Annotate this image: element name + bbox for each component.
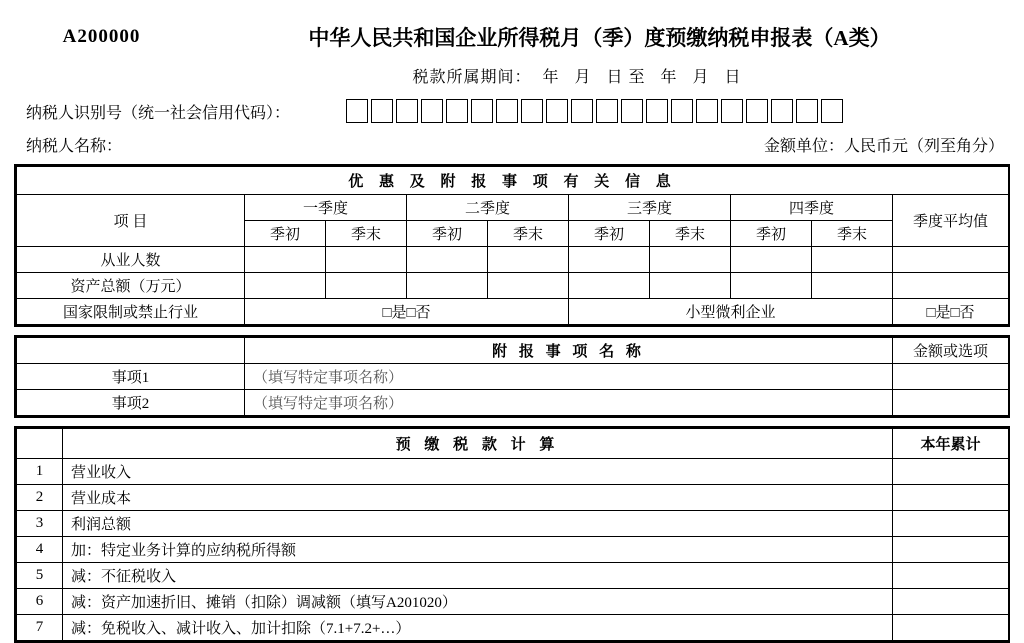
row-number: 3 [17, 511, 63, 537]
attach-items-header: 附 报 事 项 名 称 [245, 338, 893, 364]
row-label-operating-income: 营业收入 [63, 459, 893, 485]
section2-title: 预 缴 税 款 计 算 [63, 429, 893, 459]
id-box[interactable] [496, 99, 518, 123]
attach-item-2-input[interactable]: （填写特定事项名称） [245, 390, 893, 416]
id-box[interactable] [546, 99, 568, 123]
table-row [17, 429, 1009, 459]
taxpayer-id-label: 纳税人识别号（统一社会信用代码）： [26, 104, 291, 122]
id-box[interactable] [671, 99, 693, 123]
cell-employees-q3-start[interactable] [569, 247, 650, 273]
cell-assets-q1-start[interactable] [245, 273, 326, 299]
cell-total-profit-amount[interactable] [893, 511, 1009, 537]
row-label-non-taxable-income: 减：不征税收入 [63, 563, 893, 589]
row-label-total-profit: 利润总额 [63, 511, 893, 537]
title-block [189, 22, 1010, 87]
quarter-header-4: 四季度 [731, 195, 893, 221]
id-box[interactable] [346, 99, 368, 123]
quarter-2-start-header: 季初 [407, 221, 488, 247]
tax-period-line [189, 64, 1010, 87]
id-box[interactable] [371, 99, 393, 123]
cell-employees-q4-end[interactable] [812, 247, 893, 273]
id-box[interactable] [721, 99, 743, 123]
quarter-header-1: 一季度 [245, 195, 407, 221]
cell-specific-business-income-amount[interactable] [893, 537, 1009, 563]
attached-items-table [16, 337, 1009, 416]
cell-non-taxable-income-amount[interactable] [893, 563, 1009, 589]
section2-amount-header: 本年累计 [893, 429, 1009, 459]
cell-operating-cost-amount[interactable] [893, 485, 1009, 511]
table-row [17, 615, 1009, 641]
table-row [17, 167, 1009, 195]
quarter-2-end-header: 季末 [488, 221, 569, 247]
form-header [14, 0, 1010, 87]
cell-assets-q2-end[interactable] [488, 273, 569, 299]
id-box[interactable] [521, 99, 543, 123]
id-box[interactable] [821, 99, 843, 123]
cell-accelerated-depreciation-amount[interactable] [893, 589, 1009, 615]
section-prepaid-tax-calculation [14, 426, 1010, 643]
cell-assets-q4-end[interactable] [812, 273, 893, 299]
table-row [17, 390, 1009, 416]
cell-employees-q2-end[interactable] [488, 247, 569, 273]
cell-assets-q3-start[interactable] [569, 273, 650, 299]
table-row [17, 537, 1009, 563]
quarter-1-end-header: 季末 [326, 221, 407, 247]
quarter-header-3: 三季度 [569, 195, 731, 221]
row-label-total-assets: 资产总额（万元） [17, 273, 245, 299]
id-box[interactable] [796, 99, 818, 123]
section1-title: 优 惠 及 附 报 事 项 有 关 信 息 [17, 167, 1009, 195]
quarter-3-end-header: 季末 [650, 221, 731, 247]
row-number-corner [17, 429, 63, 459]
cell-employees-q4-start[interactable] [731, 247, 812, 273]
page-title: 中华人民共和国企业所得税月（季）度预缴纳税申报表（A类） [308, 26, 891, 50]
form-code: A200000 [62, 26, 141, 47]
cell-assets-q4-start[interactable] [731, 273, 812, 299]
table-row [17, 247, 1009, 273]
id-box[interactable] [421, 99, 443, 123]
section-preferential-info [14, 164, 1010, 327]
table-row [17, 485, 1009, 511]
id-box[interactable] [446, 99, 468, 123]
row-number: 7 [17, 615, 63, 641]
cell-operating-income-amount[interactable] [893, 459, 1009, 485]
row-label-specific-business-income: 加：特定业务计算的应纳税所得额 [63, 537, 893, 563]
row-number: 5 [17, 563, 63, 589]
id-box[interactable] [621, 99, 643, 123]
table-row [17, 299, 1009, 325]
cell-employees-q1-start[interactable] [245, 247, 326, 273]
table-row [17, 563, 1009, 589]
cell-assets-q2-start[interactable] [407, 273, 488, 299]
cell-assets-q1-end[interactable] [326, 273, 407, 299]
tax-period-label: 税款所属期间： [412, 69, 532, 86]
table-row [17, 338, 1009, 364]
id-box[interactable] [746, 99, 768, 123]
taxpayer-id-row [14, 99, 1010, 123]
row-label-accelerated-depreciation: 减：资产加速折旧、摊销（扣除）调减额（填写A201020） [63, 589, 893, 615]
quarter-4-start-header: 季初 [731, 221, 812, 247]
id-box[interactable] [596, 99, 618, 123]
small-profit-label: 小型微利企业 [569, 299, 893, 325]
row-number: 2 [17, 485, 63, 511]
attach-amount-header: 金额或选项 [893, 338, 1009, 364]
attach-item-2-label: 事项2 [17, 390, 245, 416]
attach-item-1-value[interactable] [893, 364, 1009, 390]
table-row [17, 459, 1009, 485]
table-row [17, 511, 1009, 537]
prepaid-tax-table [16, 428, 1009, 641]
id-box[interactable] [771, 99, 793, 123]
taxpayer-name-label[interactable]: 纳税人名称： [26, 138, 123, 155]
restricted-industry-choice[interactable]: □是□否 [245, 299, 569, 325]
id-box[interactable] [571, 99, 593, 123]
attach-item-2-value[interactable] [893, 390, 1009, 416]
tax-period-value[interactable]: 年 月 日至 年 月 日 [542, 69, 747, 86]
id-box[interactable] [646, 99, 668, 123]
taxpayer-id-input[interactable] [346, 99, 846, 123]
id-box[interactable] [696, 99, 718, 123]
attach-corner-cell [17, 338, 245, 364]
preferential-info-table [16, 166, 1009, 325]
row-number: 1 [17, 459, 63, 485]
quarter-1-start-header: 季初 [245, 221, 326, 247]
id-box[interactable] [396, 99, 418, 123]
cell-employees-q1-end[interactable] [326, 247, 407, 273]
cell-employees-average[interactable] [893, 247, 1009, 273]
quarter-3-start-header: 季初 [569, 221, 650, 247]
table-row [17, 364, 1009, 390]
quarter-average-header: 季度平均值 [893, 195, 1009, 247]
row-number: 6 [17, 589, 63, 615]
taxpayer-name-row [14, 133, 1010, 156]
attach-item-1-input[interactable]: （填写特定事项名称） [245, 364, 893, 390]
cell-tax-exempt-income-amount[interactable] [893, 615, 1009, 641]
quarter-header-2: 二季度 [407, 195, 569, 221]
id-box[interactable] [471, 99, 493, 123]
cell-employees-q2-start[interactable] [407, 247, 488, 273]
cell-assets-average[interactable] [893, 273, 1009, 299]
row-label-tax-exempt-income: 减：免税收入、减计收入、加计扣除（7.1+7.2+…） [63, 615, 893, 641]
table-row [17, 195, 1009, 221]
item-header: 项 目 [17, 195, 245, 247]
table-row [17, 589, 1009, 615]
cell-assets-q3-end[interactable] [650, 273, 731, 299]
table-row [17, 273, 1009, 299]
quarter-4-end-header: 季末 [812, 221, 893, 247]
section-attached-items [14, 335, 1010, 418]
row-label-employees: 从业人数 [17, 247, 245, 273]
small-profit-choice[interactable]: □是□否 [893, 299, 1009, 325]
amount-unit-label: 金额单位：人民币元（列至角分） [763, 138, 1004, 155]
row-number: 4 [17, 537, 63, 563]
cell-employees-q3-end[interactable] [650, 247, 731, 273]
row-label-restricted-industry: 国家限制或禁止行业 [17, 299, 245, 325]
attach-item-1-label: 事项1 [17, 364, 245, 390]
row-label-operating-cost: 营业成本 [63, 485, 893, 511]
